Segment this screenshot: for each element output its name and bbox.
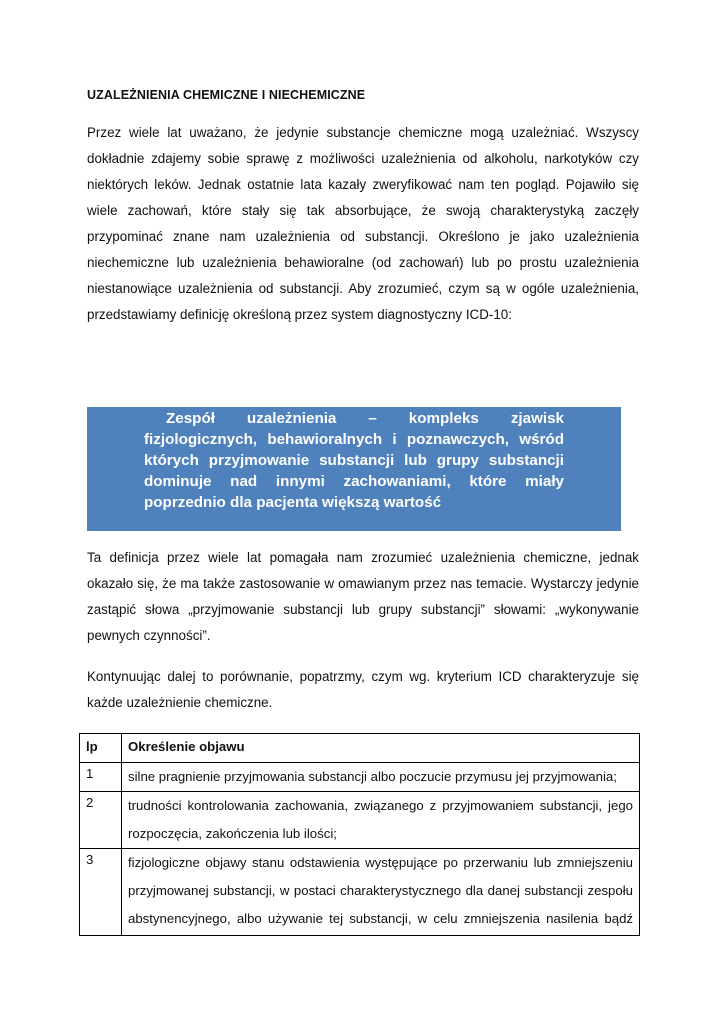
- comparison-paragraph: Kontynuując dalej to porównanie, popatrzmy, czym wg. kryterium ICD charakteryzuje się każde uzależnienie chemiczne.: [87, 669, 639, 710]
- table-row: [80, 849, 640, 936]
- row-description: trudności kontrolowania zachowania, związanego z przyjmowaniem substancji, jego rozpoczęcia, zakończenia lub ilości;: [122, 792, 640, 849]
- intro-paragraph: Przez wiele lat uważano, że jedynie substancje chemiczne mogą uzależniać. Wszyscy dokładnie zdajemy sobie sprawę z możliwości uzależnienia od alkoholu, narkotyków czy niektórych leków. Jednak ostatnie lata kazały zweryfikować nam ten pogląd. Pojawiło się wiele zachowań, które stały się tak absorbujące, że swoją charakterystyką zaczęły przypominać znane nam uzależnienia od substancji. Określono je jako uzależnienia niechemiczne lub uzależnienia behawioralne (od zachowań) lub po prostu uzależnienia niestanowiące uzależnienia od substancji. Aby zrozumieć, czym są w ogóle uzależnienia, przedstawiamy definicję określoną przez system diagnostyczny ICD-10:: [87, 125, 639, 322]
- document-title: UZALEŻNIENIA CHEMICZNE I NIECHEMICZNE: [87, 88, 366, 102]
- row-description: silne pragnienie przyjmowania substancji albo poczucie przymusu jej przyjmowania;: [122, 763, 640, 792]
- definition-comment-paragraph: Ta definicja przez wiele lat pomagała nam zrozumieć uzależnienia chemiczne, jednak okazało się, że ma także zastosowanie w omawianym przez nas temacie. Wystarczy jedynie zastąpić słowa „przyjmowanie substancji lub grupy substancji” słowami: „wykonywanie pewnych czynności”.: [87, 550, 639, 643]
- table-header-row: [80, 734, 640, 763]
- table-row: [80, 792, 640, 849]
- symptoms-table: [79, 733, 640, 936]
- table-row: [80, 763, 640, 792]
- row-number: 3: [80, 849, 122, 936]
- header-lp: lp: [80, 734, 122, 763]
- row-number: 1: [80, 763, 122, 792]
- header-symptom: Określenie objawu: [122, 734, 640, 763]
- row-number: 2: [80, 792, 122, 849]
- definition-text: Zespół uzależnienia – kompleks zjawisk fizjologicznych, behawioralnych i poznawczych, wśród których przyjmowanie substancji lub grupy substancji dominuje nad innymi zachowaniami, które miały poprzednio dla pacjenta większą wartość: [144, 410, 564, 511]
- definition-box: [87, 407, 621, 531]
- row-description: fizjologiczne objawy stanu odstawienia występujące po przerwaniu lub zmniejszeniu przyjmowanej substancji, w postaci charakterystycznego dla danej substancji zespołu abstynencyjnego, albo używanie tej substancji, w celu zmniejszenia nasilenia bądź: [122, 849, 640, 936]
